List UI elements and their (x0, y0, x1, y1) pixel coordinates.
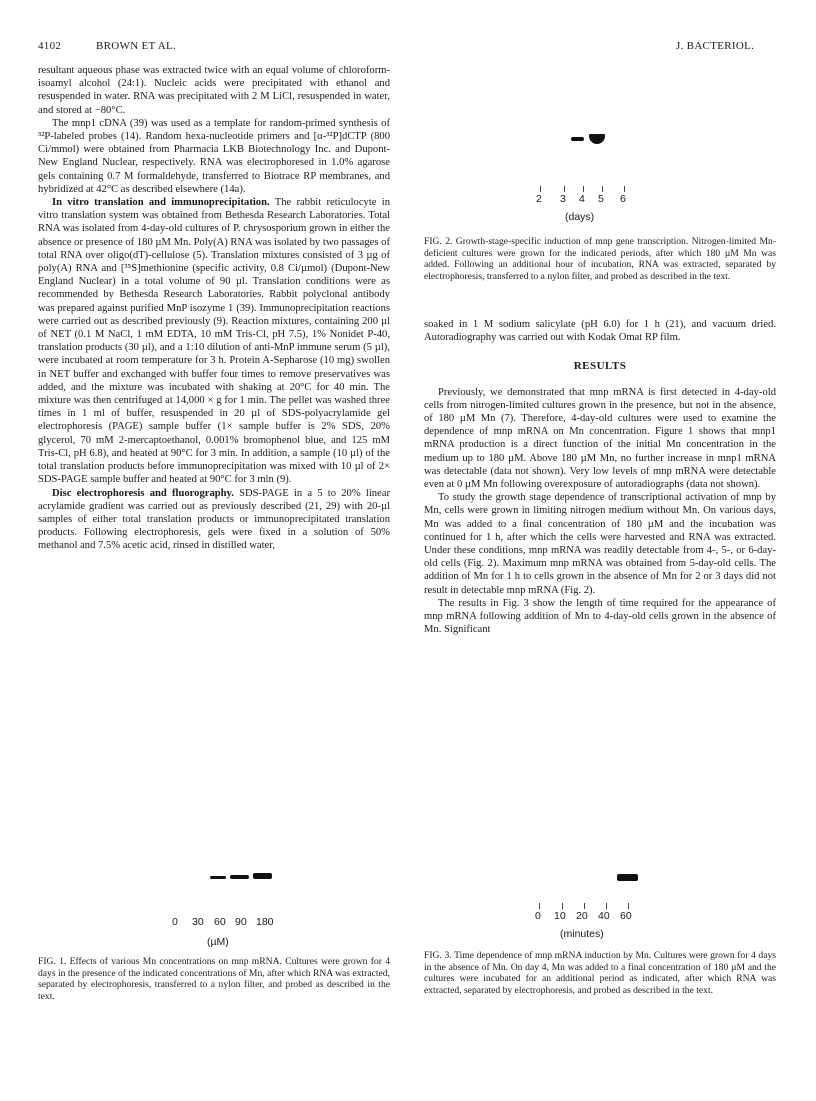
blot-band (571, 137, 584, 141)
lane-label: 60 (620, 910, 632, 922)
axis-unit: (days) (565, 211, 595, 223)
paragraph: To study the growth stage dependence of transcriptional activation of mnp by Mn, cells were grown in limiting nitrogen medium without Mn. On various days, Mn was added to a final concentration of 180 µM and the incubation was continued for 1 h, after which the cells were harvested and RNA was extracted. Under these conditions, mnp mRNA was readily detectable from 4-, 5-, or 6-day-old cells (Fig. 2). Maximum mnp mRNA was obtained from 5-day-old cells. The addition of Mn for 1 h to cells grown in the absence of Mn for 2 or 3 days did not result in detectable mnp mRNA (Fig. 2). (424, 492, 776, 596)
paragraph-text: SDS-PAGE in a 5 to 20% linear acrylamide gradient was carried out as previously described (21, 29) with 20-µl samples of either total translation products or immunoprecipitated translation products. Following electrophoresis, gels were fixed in a solution of 50% methanol and 7.5% acetic acid, rinsed in distilled water, (38, 487, 390, 552)
lane-label: 0 (535, 910, 541, 922)
lane-label: 30 (192, 916, 204, 928)
lane-label: 0 (172, 916, 178, 928)
blot-band (253, 873, 272, 879)
section-heading: RESULTS (573, 360, 627, 373)
paragraph: The results in Fig. 3 show the length of time required for the appearance of mnp mRNA following addition of Mn to 4-day-old cells grown in the absence of Mn. Significant (424, 597, 776, 636)
figure-caption: FIG. 3. Time dependence of mnp mRNA induction by Mn. Cultures were grown for 4 days in the absence of Mn. On day 4, Mn was added to a final concentration of 180 µM and the cultures were incubated for an additional period as indicated, after which RNA was extracted, separated by electrophoresis, and probed as described in the text. (424, 950, 776, 996)
lane-label: 4 (579, 193, 585, 205)
paragraph (38, 196, 390, 486)
lane-label: 40 (598, 910, 610, 922)
blot-band (589, 134, 605, 144)
figure-caption: FIG. 1. Effects of various Mn concentrations on mnp mRNA. Cultures were grown for 4 days in the presence of the indicated concentrations of Mn, after which RNA was extracted, separated by electrophoresis, transferred to a nylon filter, and probed as described in the text. (38, 956, 390, 1002)
lane-label: 10 (554, 910, 566, 922)
journal-name: J. BACTERIOL. (676, 40, 755, 52)
right-column (424, 318, 776, 636)
blot-band (230, 875, 249, 879)
blot-band (617, 874, 638, 881)
lane-label: 60 (214, 916, 226, 928)
page-number: 4102 (38, 40, 62, 52)
paragraph: The mnp1 cDNA (39) was used as a template for random-primed synthesis of ³²P-labeled probes (14). Random hexa-nucleotide primers and [α-³²P]dCTP (800 Ci/mmol) were obtained from Pharmacia LKB Biotechnology Inc. and Dupont-New England Nuclear, respectively. RNA was electrophoresed in 1.0% agarose gels containing 0.7 M formaldehyde, transferred to Biotrace RP membranes, and hybridized at 42°C as described elsewhere (14a). (38, 117, 390, 195)
paragraph: Previously, we demonstrated that mnp mRNA is first detected in 4-day-old cells from nitrogen-limited cultures grown in the presence, but not in the absence, of 180 µM Mn (7). Therefore, 4-day-old cultures were used to examine the dependence of mnp mRNA on Mn concentration. Figure 1 shows that mnp1 mRNA production is a direct function of the initial Mn concentration in the medium up to 180 µM. Above 180 µM Mn, no further increase in mnp1 mRNA was detectable (data not shown). Very low levels of mnp mRNA were detectable even at 0 µM Mn following overexposure of autoradiographs (data not shown). (424, 386, 776, 491)
paragraph (38, 487, 390, 553)
section-subheading: In vitro translation and immunoprecipitation. (52, 197, 270, 209)
paragraph-text: The rabbit reticulocyte in vitro translation system was obtained from Bethesda Research Laboratories. Total RNA was isolated from 4-day-old cultures of P. chrysosporium grown in either the absence or presence of 180 µM Mn. Poly(A) RNA was isolated by two passages of total RNA over oligo(dT)-cellulose (5). Translation mixtures consisted of 3 µg of poly(A) RNA and [³⁵S]methionine (specific activity, 0.8 Ci/µmol) (Dupont-New England Nuclear) in a total volume of 90 µl. Translation conditions were as recommended by Bethesda Research Laboratories. Rabbit polyclonal antibody was prepared against purified MnP isozyme 1 (39). Immunoprecipitation reactions were carried out as described previously (9). Reaction mixtures, containing 200 µl of NET (0.1 M NaCl, 1 mM EDTA, 10 mM Tris-Cl, pH 7.5), 1% Nonidet P-40, translation products (30 µl), and a 1:10 dilution of anti-MnP immune serum (5 µl), were incubated at room temperature for 3 h. Protein A-Sepharose (10 mg) swollen in NET buffer and exchanged with buffer four times to remove preservatives was added, and the mixture was incubated with shaking at 20°C for 40 min. The mixture was then centrifuged at 14,000 × g for 1 min. The pellet was washed three times in 1 ml of buffer, resuspended in 20 µl of SDS-polyacrylamide gel electrophoresis (PAGE) sample buffer (1× sample buffer is 2% SDS, 20% glycerol, 70 mM 2-mercaptoethanol, 0.001% bromophenol blue, and 125 mM Tris-Cl, pH 6.8), and heated at 90°C for 3 min. In addition, a sample (10 µl) of the total translation products before immunoprecipitation was mixed with 10 µl of 2× SDS-PAGE sample buffer and heated at 90°C for 3 min (9). (38, 197, 390, 486)
running-authors: BROWN ET AL. (96, 40, 177, 52)
lane-label: 3 (560, 193, 566, 205)
lane-label: 180 (256, 916, 274, 928)
lane-label: 20 (576, 910, 588, 922)
blot-band (210, 876, 226, 879)
lane-label: 5 (598, 193, 604, 205)
left-column (38, 64, 390, 553)
paragraph: soaked in 1 M sodium salicylate (pH 6.0) for 1 h (21), and vacuum dried. Autoradiography was carried out with Kodak Omat RP film. (424, 319, 776, 344)
axis-unit: (minutes) (560, 928, 604, 940)
lane-label: 2 (536, 193, 542, 205)
section-subheading: Disc electrophoresis and fluorography. (52, 487, 234, 499)
figure-caption: FIG. 2. Growth-stage-specific induction of mnp gene transcription. Nitrogen-limited Mn-deficient cultures were grown for the indicated periods, after which 180 µM Mn was added. Following an additional hour of incubation, RNA was extracted, separated by electrophoresis, transferred to a nylon filter, and probed as described in the text. (424, 236, 776, 282)
lane-label: 90 (235, 916, 247, 928)
axis-unit: (µM) (207, 936, 229, 948)
lane-label: 6 (620, 193, 626, 205)
paragraph: resultant aqueous phase was extracted twice with an equal volume of chloroform-isoamyl alcohol (24:1). Nucleic acids were precipitated with ethanol and resuspended in water. RNA was precipitated with 2 M LiCl, resuspended in water, and stored at −80°C. (38, 65, 390, 116)
